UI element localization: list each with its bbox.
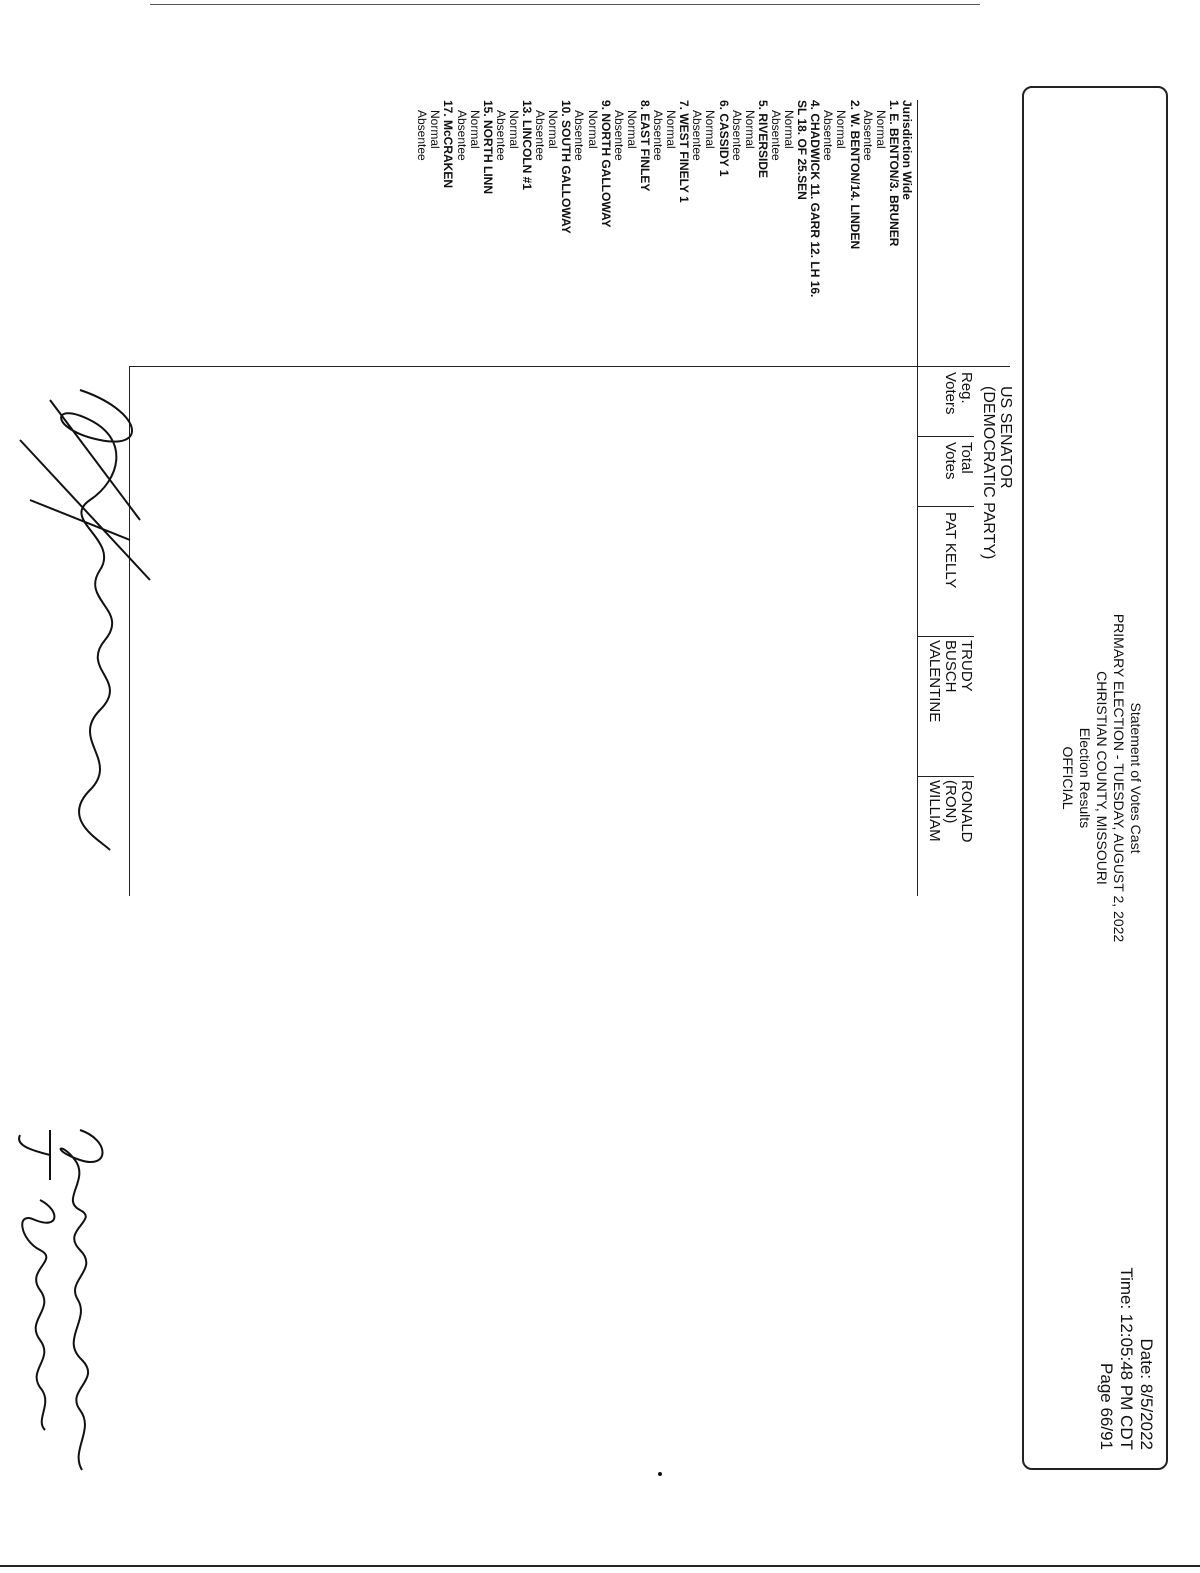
col-header-total-votes: Total Votes [942,442,975,480]
col-header-ronald-william: RONALD (RON) WILLIAM [926,780,975,843]
col-divider-1 [918,436,974,437]
row-label: Absentee [454,110,469,161]
contest-office: US SENATOR [997,386,1014,489]
row-label: 10. SOUTH GALLOWAY [559,100,574,234]
row-label: 2. W. BENTON/14. LINDEN [847,100,862,250]
row-label: 7. WEST FINELY 1 [677,100,692,203]
row-label: Absentee [611,110,626,161]
report-date: Date: 8/5/2022 [1137,1338,1156,1450]
col-header-reg-voters: Reg. Voters [942,372,975,415]
page-number: Page 66/91 [1097,1363,1116,1450]
contest-party: (DEMOCRATIC PARTY) [980,386,997,560]
row-label: 15. NORTH LINN [480,100,495,195]
election-name: PRIMARY ELECTION - TUESDAY, AUGUST 2, 2022 [1111,613,1127,943]
row-label: Normal [585,110,600,149]
row-label: Normal [546,110,561,149]
row-label: 1. E. BENTON/3. BRUNER [886,100,901,247]
contest-heading [980,386,1014,559]
col-divider-3 [918,636,974,637]
scan-speck [658,1472,662,1476]
signature-2 [0,1120,80,1440]
report-subtitle: Election Results [1077,727,1093,829]
row-label: Absentee [572,110,587,161]
row-label: Normal [834,110,849,149]
col-divider-2 [918,506,974,507]
row-label: Absentee [493,110,508,161]
col-divider-4 [918,776,974,777]
col-header-pat-kelly: PAT KELLY [942,512,959,589]
row-label: Absentee [729,110,744,161]
col-header-trudy-busch-valentine: TRUDY BUSCH VALENTINE [926,640,975,723]
row-label: Normal [428,110,443,149]
row-label: Normal [624,110,639,149]
report-title: Statement of Votes Cast [1128,702,1144,854]
row-label: Absentee [690,110,705,161]
row-label: 8. EAST FINLEY [638,100,652,192]
row-label: 9. NORTH GALLOWAY [598,100,613,228]
row-label: Absentee [533,110,548,161]
row-label: Absentee [821,110,836,161]
row-label: 4. CHADWICK 11. GARR 12. LH 16. [808,100,823,298]
row-label: Normal [873,110,888,149]
report-time: Time: 12:05:48 PM CDT [1117,1267,1136,1450]
row-label: Normal [664,110,679,149]
report-status: OFFICIAL [1060,746,1076,810]
label-column-divider [130,366,1010,367]
row-label: Normal [742,110,757,149]
report-meta [1096,1267,1156,1450]
row-label: Normal [507,110,521,149]
row-label: Absentee [860,110,875,161]
row-label: Absentee [769,110,783,161]
row-label: Normal [782,110,797,149]
row-label: 17. McCRAKEN [441,100,456,189]
row-label: 5. RIVERSIDE [755,100,770,179]
row-label: Normal [467,110,482,149]
signature-3 [10,380,160,860]
row-label: Absentee [415,110,430,161]
county-name: CHRISTIAN COUNTY, MISSOURI [1094,671,1110,885]
row-label: Absentee [651,110,666,161]
row-label: 6. CASSIDY 1 [716,100,731,177]
row-label: Normal [703,110,718,149]
row-label: Jurisdiction Wide [900,100,914,200]
report-title-block [1059,88,1144,1468]
row-label: 13. LINCOLN #1 [520,100,535,191]
report-header-box [1022,86,1168,1470]
row-label: SL 18. OF 25.SEN [795,100,810,200]
